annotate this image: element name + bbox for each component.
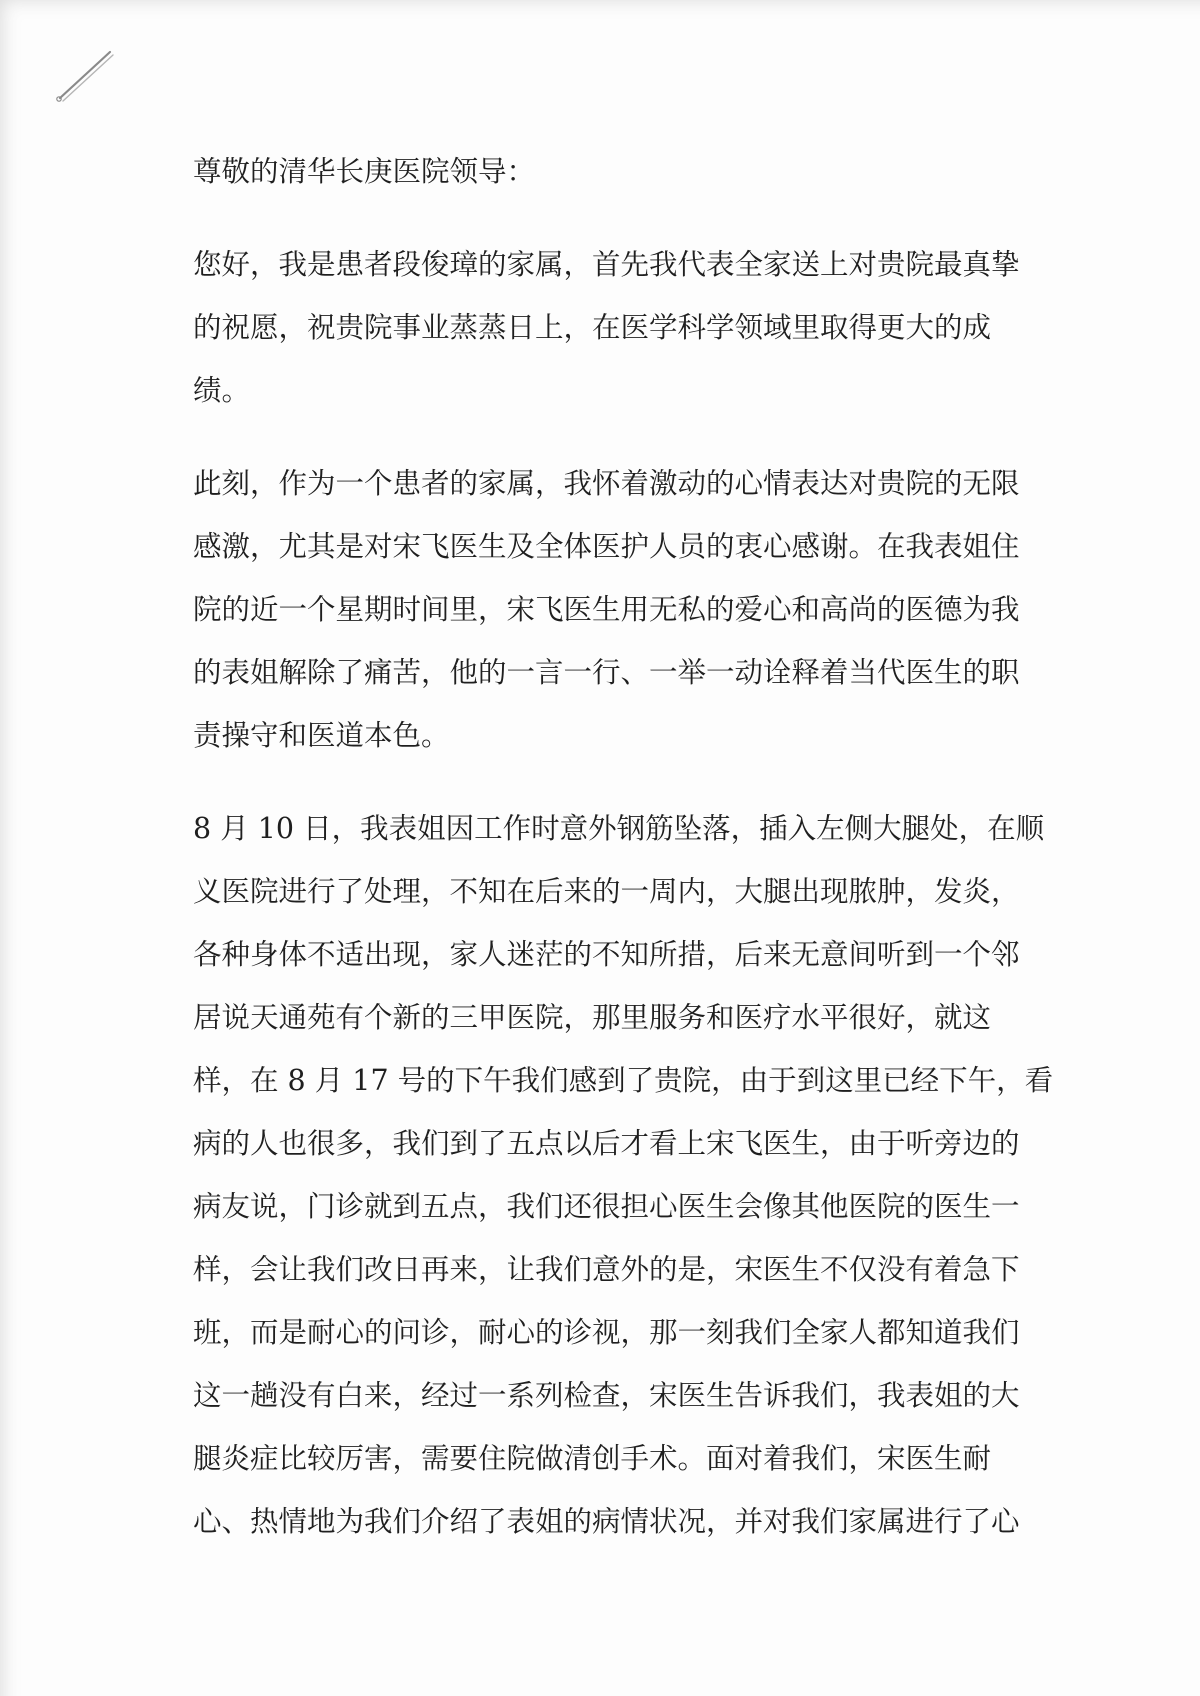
letter-line: 腿炎症比较厉害，需要住院做清创手术。面对着我们，宋医生耐: [193, 1442, 992, 1475]
letter-line: 各种身体不适出现，家人迷茫的不知所措，后来无意间听到一个邻: [193, 938, 1020, 971]
letter-line: 义医院进行了处理，不知在后来的一周内，大腿出现脓肿，发炎，: [193, 875, 1020, 908]
letter-line: 8 月 10 日，我表姐因工作时意外钢筋坠落，插入左侧大腿处，在顺: [193, 812, 1045, 845]
letter-line: 这一趟没有白来，经过一系列检查，宋医生告诉我们，我表姐的大: [193, 1379, 1020, 1412]
salutation: 尊敬的清华长庚医院领导：: [193, 155, 536, 188]
letter-line: 绩。: [193, 374, 251, 407]
letter-line: 样，会让我们改日再来，让我们意外的是，宋医生不仅没有着急下: [193, 1253, 1020, 1286]
letter-line: 责操守和医道本色。: [193, 719, 450, 752]
letter-line: 院的近一个星期时间里，宋飞医生用无私的爱心和高尚的医德为我: [193, 593, 1020, 626]
letter-line: 的祝愿，祝贵院事业蒸蒸日上，在医学科学领域里取得更大的成: [193, 311, 992, 344]
paragraph-1: [193, 233, 1053, 422]
letter-line: 感激，尤其是对宋飞医生及全体医护人员的衷心感谢。在我表姐住: [193, 530, 1020, 563]
letter-line: 样，在 8 月 17 号的下午我们感到了贵院，由于到这里已经下午，看: [193, 1064, 1054, 1097]
letter-line: 居说天通苑有个新的三甲医院，那里服务和医疗水平很好，就这: [193, 1001, 992, 1034]
letter-line: 的表姐解除了痛苦，他的一言一行、一举一动诠释着当代医生的职: [193, 656, 1020, 689]
letter-line: 病友说，门诊就到五点，我们还很担心医生会像其他医院的医生一: [193, 1190, 1020, 1223]
letter-body: [193, 140, 1053, 1553]
letter-line: 班，而是耐心的问诊，耐心的诊视，那一刻我们全家人都知道我们: [193, 1316, 1020, 1349]
staple-mark: [50, 40, 130, 110]
letter-line: 病的人也很多，我们到了五点以后才看上宋飞医生，由于听旁边的: [193, 1127, 1020, 1160]
paragraph-3: [193, 797, 1053, 1553]
paragraph-2: [193, 452, 1053, 767]
letter-line: 此刻，作为一个患者的家属，我怀着激动的心情表达对贵院的无限: [193, 467, 1020, 500]
letter-line: 您好，我是患者段俊璋的家属，首先我代表全家送上对贵院最真挚: [193, 248, 1020, 281]
letter-line: 心、热情地为我们介绍了表姐的病情状况，并对我们家属进行了心: [193, 1505, 1020, 1538]
